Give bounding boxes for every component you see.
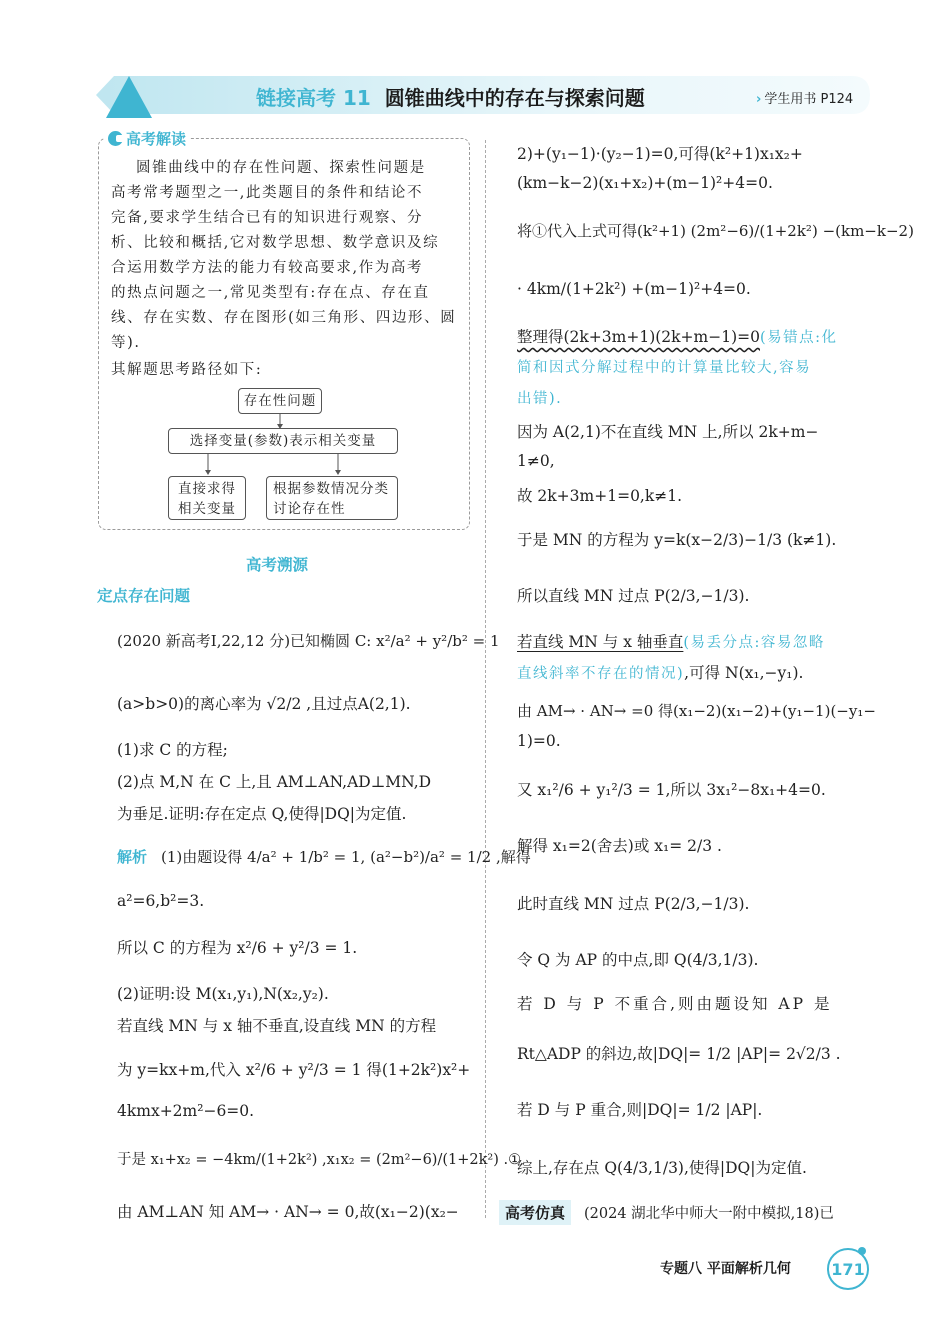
solution-line: 综上,存在点 Q(4/3,1/3),使得|DQ|为定值. [517, 1159, 807, 1177]
intro-line: 其解题思考路径如下: [111, 362, 263, 378]
solution-line: 所以直线 MN 过点 P(2/3,−1/3). [517, 587, 750, 605]
exam-simulation-text: (2024 湖北华中师大一附中模拟,18)已 [584, 1206, 834, 1222]
flow-node-line: 直接求得 [178, 481, 236, 497]
solution-line [517, 630, 825, 652]
solution-line: 为 y=kx+m,代入 x²/6 + y²/3 = 1 得(1+2k²)x²+ [117, 1061, 471, 1079]
intro-line: 合运用数学方法的能力有较高要求,作为高考 [111, 260, 424, 276]
solution-line: 所以 C 的方程为 x²/6 + y²/3 = 1. [117, 939, 358, 957]
section-title: 高考溯源 [246, 556, 309, 574]
lose-points-note: (易丢分点:容易忽略 [683, 635, 825, 651]
solution-line: 若 D 与 P 不重合,则由题设知 AP 是 [517, 995, 833, 1013]
solution-line: 又 x₁²/6 + y₁²/3 = 1,所以 3x₁²−8x₁+4=0. [517, 781, 826, 799]
chapter-number: 链接高考 11 [256, 86, 371, 110]
intro-title-text: 高考解读 [126, 130, 187, 148]
solution-line: 因为 A(2,1)不在直线 MN 上,所以 2k+m− [517, 423, 819, 441]
solution-line [517, 661, 803, 683]
problem-line: 为垂足.证明:存在定点 Q,使得|DQ|为定值. [117, 805, 407, 823]
intro-line: 等). [111, 335, 141, 351]
solution-line [517, 325, 838, 347]
flow-node-choose-variable: 选择变量(参数)表示相关变量 [168, 428, 398, 454]
solution-line: 将①代入上式可得(k²+1) (2m²−6)/(1+2k²) −(km−k−2) [517, 222, 914, 240]
flow-node-classify-discuss [266, 476, 398, 520]
solution-line: (km−k−2)(x₁+x₂)+(m−1)²+4=0. [517, 174, 773, 192]
problem-line: (a>b>0)的离心率为 √2/2 ,且过点A(2,1). [117, 695, 411, 713]
solution-line: · 4km/(1+2k²) +(m−1)²+4=0. [517, 280, 751, 298]
intro-line: 高考常考题型之一,此类题目的条件和结论不 [111, 185, 424, 201]
intro-title [104, 128, 190, 149]
chevron-right-icon: › [756, 92, 762, 107]
intro-line: 完备,要求学生结合已有的知识进行观察、分 [111, 210, 424, 226]
problem-line: (1)求 C 的方程; [117, 741, 228, 759]
solution-line: 由 AM→ · AN→ =0 得(x₁−2)(x₁−2)+(y₁−1)(−y₁− [517, 702, 876, 720]
solution-line: (2)证明:设 M(x₁,y₁),N(x₂,y₂). [117, 985, 329, 1003]
c-badge-icon [108, 131, 123, 146]
solution-line: Rt△ADP 的斜边,故|DQ|= 1/2 |AP|= 2√2/3 . [517, 1045, 841, 1063]
chapter-heading: 圆锥曲线中的存在与探索问题 [384, 86, 645, 110]
intro-line: 析、比较和概括,它对数学思想、数学意识及综 [111, 235, 440, 251]
column-divider [485, 140, 486, 1218]
solution-line: 令 Q 为 AP 的中点,即 Q(4/3,1/3). [517, 951, 759, 969]
error-note: 简和因式分解过程中的计算量比较大,容易 [517, 360, 812, 376]
intro-line: 圆锥曲线中的存在性问题、探索性问题是 [136, 160, 426, 176]
triangle-logo-icon [104, 74, 154, 120]
solution-line: 由 AM⊥AN 知 AM→ · AN→ = 0,故(x₁−2)(x₂− [117, 1203, 459, 1221]
wavy-underlined-text: 整理得(2k+3m+1)(2k+m−1)=0 [517, 328, 760, 346]
solution-line: 若 D 与 P 重合,则|DQ|= 1/2 |AP|. [517, 1101, 763, 1119]
solution-line: 1)=0. [517, 732, 561, 750]
intro-line: 线、存在实数、存在图形(如三角形、四边形、圆 [111, 310, 457, 326]
underlined-text: 若直线 MN 与 x 轴垂直 [517, 633, 684, 651]
flow-node-existence-problem: 存在性问题 [238, 388, 322, 414]
student-book-reference [756, 88, 853, 107]
problem-line: (2020 新高考Ⅰ,22,12 分)已知椭圆 C: x²/a² + y²/b² = 1 [117, 632, 500, 650]
solution-line: 1≠0, [517, 452, 555, 470]
exam-simulation-label: 高考仿真 [499, 1200, 571, 1225]
solution-line: 此时直线 MN 过点 P(2/3,−1/3). [517, 895, 750, 913]
intro-line: 的热点问题之一,常见类型有:存在点、存在直 [111, 285, 430, 301]
jiexi-label: 解析 [117, 848, 148, 866]
lose-points-note: 直线斜率不存在的情况) [517, 666, 685, 682]
solution-line: 4kmx+2m²−6=0. [117, 1102, 255, 1120]
page-number-badge [824, 1243, 872, 1291]
solution-line [117, 846, 531, 867]
flow-node-direct-solve [168, 476, 246, 520]
solution-line: 2)+(y₁−1)·(y₂−1)=0,可得(k²+1)x₁x₂+ [517, 145, 803, 163]
solution-line: 解得 x₁=2(舍去)或 x₁= 2/3 . [517, 837, 722, 855]
solution-text: ,可得 N(x₁,−y₁). [684, 664, 804, 682]
error-note: (易错点:化 [759, 330, 838, 346]
chapter-title [256, 82, 645, 111]
flow-node-line: 根据参数情况分类 [273, 481, 389, 497]
solution-text: (1)由题设得 4/a² + 1/b² = 1, (a²−b²)/a² = 1/2 ,解得 [161, 848, 531, 866]
solution-line: 于是 MN 的方程为 y=k(x−2/3)−1/3 (k≠1). [517, 531, 837, 549]
error-note: 出错). [517, 391, 563, 407]
subsection-title: 定点存在问题 [97, 587, 191, 605]
footer-topic: 专题八 平面解析几何 [660, 1261, 791, 1277]
flow-node-line: 讨论存在性 [273, 501, 346, 517]
solution-line: 若直线 MN 与 x 轴不垂直,设直线 MN 的方程 [117, 1017, 437, 1035]
solution-line: a²=6,b²=3. [117, 892, 205, 910]
problem-line: (2)点 M,N 在 C 上,且 AM⊥AN,AD⊥MN,D [117, 773, 432, 791]
flow-node-line: 相关变量 [178, 501, 236, 517]
page-number: 171 [831, 1260, 865, 1279]
solution-line: 于是 x₁+x₂ = −4km/(1+2k²) ,x₁x₂ = (2m²−6)/(1+2k²) .① [117, 1152, 522, 1168]
solution-line: 故 2k+3m+1=0,k≠1. [517, 487, 683, 505]
reference-label: 学生用书 P124 [764, 92, 854, 107]
